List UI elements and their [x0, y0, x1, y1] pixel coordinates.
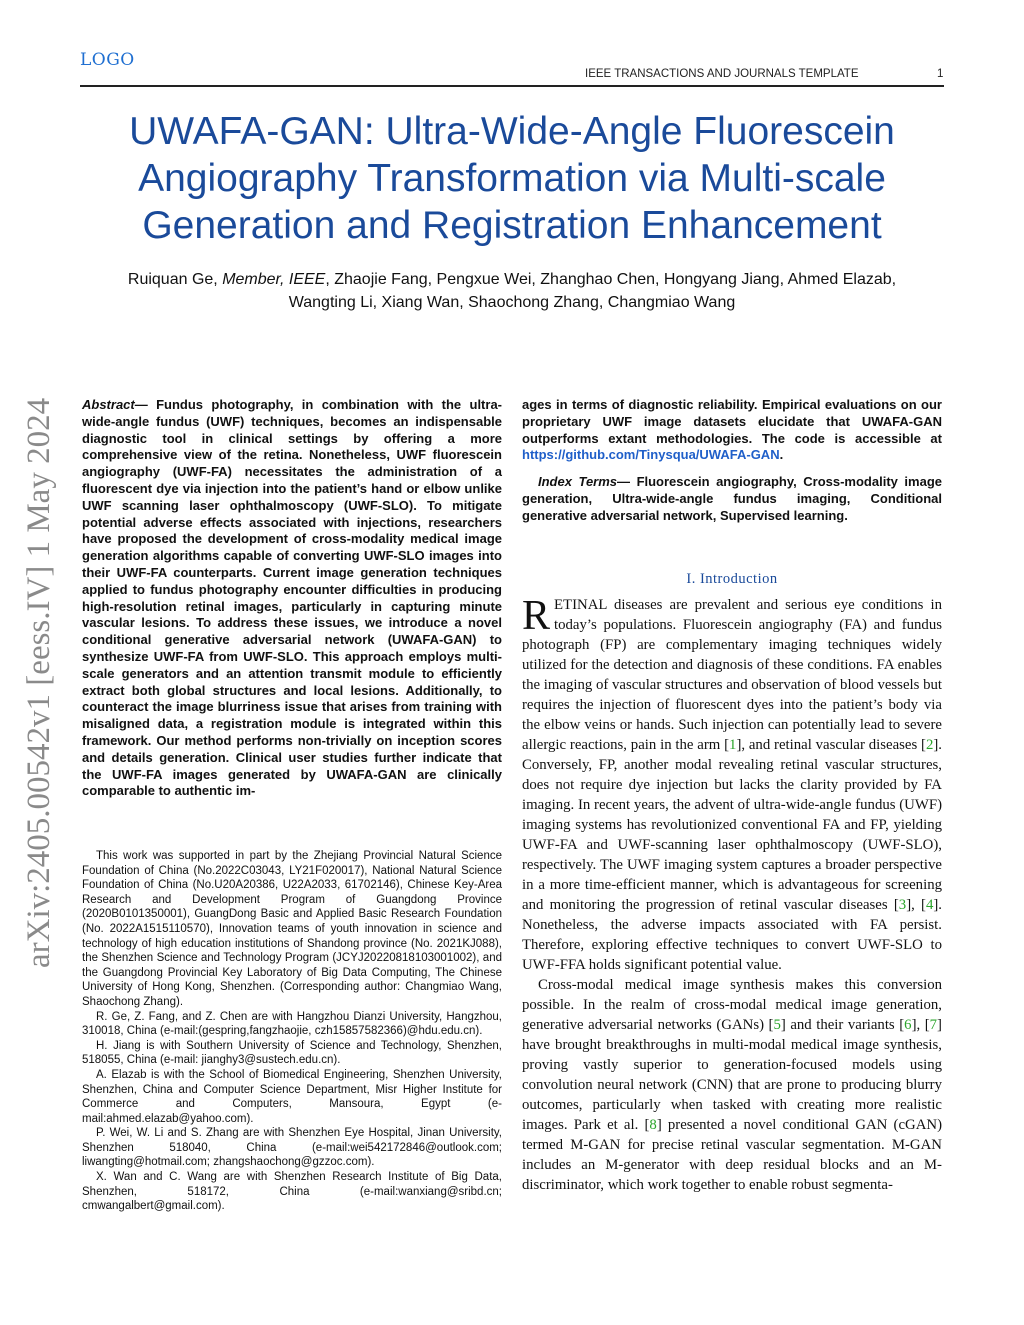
citation-link[interactable]: 4 [925, 897, 934, 913]
paper-title: UWAFA-GAN: Ultra-Wide-Angle Fluorescein Angiography Transformation via Multi-scale Generation and Registration Enhancement [129, 110, 895, 247]
abstract-text-cont: ages in terms of diagnostic reliability. Empirical evaluations on our proprietary UWF image datasets elucidate that UWAFA-GAN outperforms extant methodologies. The code is accessible at [522, 397, 942, 446]
logo: LOGO [80, 50, 135, 70]
author-rest: , Zhaojie Fang, Pengxue Wei, Zhanghao Chen, Hongyang Jiang, Ahmed Elazab, Wangting Li, Xiang Wan, Shaochong Zhang, Changmiao Wang [288, 271, 897, 311]
footnote-paragraph: H. Jiang is with Southern University of Science and Technology, Shenzhen, 518055, China (e-mail: jianghy3@sustech.edu.cn). [82, 1039, 502, 1067]
citation-link[interactable]: 6 [904, 1017, 912, 1033]
text-run: ETINAL diseases are prevalent and serious eye conditions in today’s populations. Fluorescein angiography (FA) and fundus photograph (FP) are complementary imaging techniques widely utilized for the detection and diagnosis of these conditions. FA enables the imaging of vascular structures and observation of blood vessels but requires the injection of fluorescent dyes into the patient’s body via the elbow veins or hands. Such injection can potentially lead to severe allergic reactions, pain in the arm [ [522, 597, 942, 753]
index-terms-label: Index Terms [538, 474, 618, 490]
text-run: ] have brought breakthroughs in multi-modal medical image synthesis, proving vastly superior to generation-focused models using convolution neural network (CNN) that are prone to producing blurry outcomes, particularly when tasked with creating more realistic images. Park et al. [ [522, 1017, 942, 1133]
author-first: Ruiquan Ge, [127, 271, 218, 288]
footnote-paragraph: R. Ge, Z. Fang, and Z. Chen are with Hangzhou Dianzi University, Hangzhou, 310018, China (e-mail:(gespring,fangzhaojie, czh15857582366)@hdu.edu.cn). [82, 1010, 502, 1038]
page-number: 1 [937, 68, 944, 80]
text-run: ] presented a novel conditional GAN (cGAN) termed M-GAN for precise retinal vascular segmentation. M-GAN includes an M-generator with deep residual blocks and an M-discriminator, which work together to enable robust segmenta- [522, 1117, 943, 1193]
running-head: IEEE TRANSACTIONS AND JOURNALS TEMPLATE [585, 68, 859, 80]
intro-paragraph-1 [522, 595, 942, 975]
header-rule [80, 85, 944, 87]
text-run: ]. Nonetheless, the adverse impacts associated with FA persist. Therefore, exploring effective techniques to convert UWF-SLO to UWF-FFA holds significant potential value. [522, 897, 942, 973]
section-heading: I. Introduction [686, 571, 778, 587]
abstract-label: Abstract [82, 397, 135, 412]
citation-link[interactable]: 3 [898, 897, 907, 913]
citation-link[interactable]: 8 [649, 1117, 657, 1133]
drop-cap: R [522, 593, 551, 639]
footnote-paragraph: X. Wan and C. Wang are with Shenzhen Research Institute of Big Data, Shenzhen, 518172, China (e-mail:wanxiang@sribd.cn; cmwangalbert@gmail.com). [82, 1171, 502, 1213]
abstract-text: — Fundus photography, in combination with the ultra-wide-angle fundus (UWF) techniques, becomes an indispensable diagnostic tool in clinical settings by offering a more comprehensive view of the retina. Nonetheless, UWF fluorescein angiography (UWF-FA) necessitates the administration of a fluorescent dye via injection into the patient’s hand or elbow unlike UWF scanning laser ophthalmoscopy (UWF-SLO). To mitigate potential adverse effects associated with injections, researchers have proposed the development of cross-modality medical image generation algorithms capable of converting UWF-SLO images into their UWF-FA counterparts. Current image generation techniques applied to fundus photography encounter difficulties in producing high-resolution retinal images, particularly in capturing minute vascular lesions. To address these issues, we introduce a novel conditional generative adversarial network (UWAFA-GAN) to synthesize UWF-FA from UWF-SLO. This approach employs multi-scale generators and an attention transmit module to efficiently extract both global structures and local lesions. Additionally, to counteract the image blurriness issue that arises from training with misaligned data, a registration module is integrated within this framework. Our method performs non-trivially on inception scores and details generation. Clinical user studies further indicate that the UWF-FA images generated by UWAFA-GAN are clinically comparable to authentic im- [82, 397, 502, 799]
abstract-end: . [779, 447, 784, 463]
footnote-paragraph: This work was supported in part by the Zhejiang Provincial Natural Science Foundation of China (No.2022C03043, LY21F020017), National Natural Science Foundation of China (No.U20A20386, U22A2033, 61702146), Chinese Key-Area Research and Development Program of Guangdong Province (2020B0101350001), GuangDong Basic and Applied Basic Research Foundation (No. 2022A1515110570), Innovation teams of youth innovation in science and technology of high education institutions of Shandong province (No. 2021KJ088), the Shenzhen Science and Technology Program (JCYJ20220818103001002), and the Guangdong Provincial Key Laboratory of Big Data Computing, The Chinese University of Hong Kong, Shenzhen. (Corresponding author: Changmiao Wang, Shaochong Zhang). [82, 850, 502, 1008]
text-run: Cross-modal medical image synthesis makes this conversion possible. In the realm of cross-modal medical image generation, generative adversarial networks (GANs) [ [522, 977, 942, 1033]
citation-link[interactable]: 5 [773, 1017, 781, 1033]
funding-footnote [82, 849, 502, 1214]
abstract-continued [522, 397, 942, 525]
index-terms-text: — Fluorescein angiography, Cross-modality image generation, Ultra-wide-angle fundus imaging, Conditional generative adversarial network, Supervised learning. [522, 474, 942, 523]
intro-paragraph-2 [522, 975, 942, 1195]
citation-link[interactable]: 7 [929, 1017, 938, 1033]
text-run: ] and their variants [ [780, 1017, 905, 1033]
introduction-body [522, 595, 942, 1195]
text-run: ], [ [906, 897, 926, 913]
citation-link[interactable]: 2 [925, 737, 934, 753]
index-terms [522, 474, 942, 524]
footnote-paragraph: P. Wei, W. Li and S. Zhang are with Shenzhen Eye Hospital, Jinan University, Shenzhen 518040, China (e-mail:wei542172846@outlook.com; liwangting@hotmail.com; zhangshaochong@gzzoc.com). [82, 1127, 502, 1169]
citation-link[interactable]: 1 [729, 737, 737, 753]
author-list [95, 268, 929, 314]
text-run: ], [ [911, 1017, 930, 1033]
text-run: ], and retinal vascular diseases [ [736, 737, 926, 753]
arxiv-stamp[interactable]: arXiv:2405.00542v1 [eess.IV] 1 May 2024 [21, 397, 57, 968]
abstract [82, 397, 502, 800]
code-link[interactable]: https://github.com/Tinysqua/UWAFA-GAN [522, 447, 780, 463]
text-run: ]. Conversely, FP, another modal revealing retinal vascular structures, does not require dye injection but lacks the clarity provided by FA imaging. In recent years, the advent of ultra-wide-angle fundus (UWF) imaging systems has revolutionized conventional FA and FP, yielding UWF-FA and UWF-scanning laser ophthalmoscopy (UWF-SLO), respectively. The UWF imaging system captures a broader perspective in a more time-efficient manner, which is advantageous for screening and monitoring the progression of retinal vascular diseases [ [522, 737, 943, 913]
footnote-paragraph: A. Elazab is with the School of Biomedical Engineering, Shenzhen University, Shenzhen, China and Computer Science Department, Misr Higher Institute for Commerce and Computers, Mansoura, Egypt (e-mail:ahmed.elazab@yahoo.com). [82, 1068, 502, 1125]
author-role: Member, IEEE [222, 271, 326, 288]
